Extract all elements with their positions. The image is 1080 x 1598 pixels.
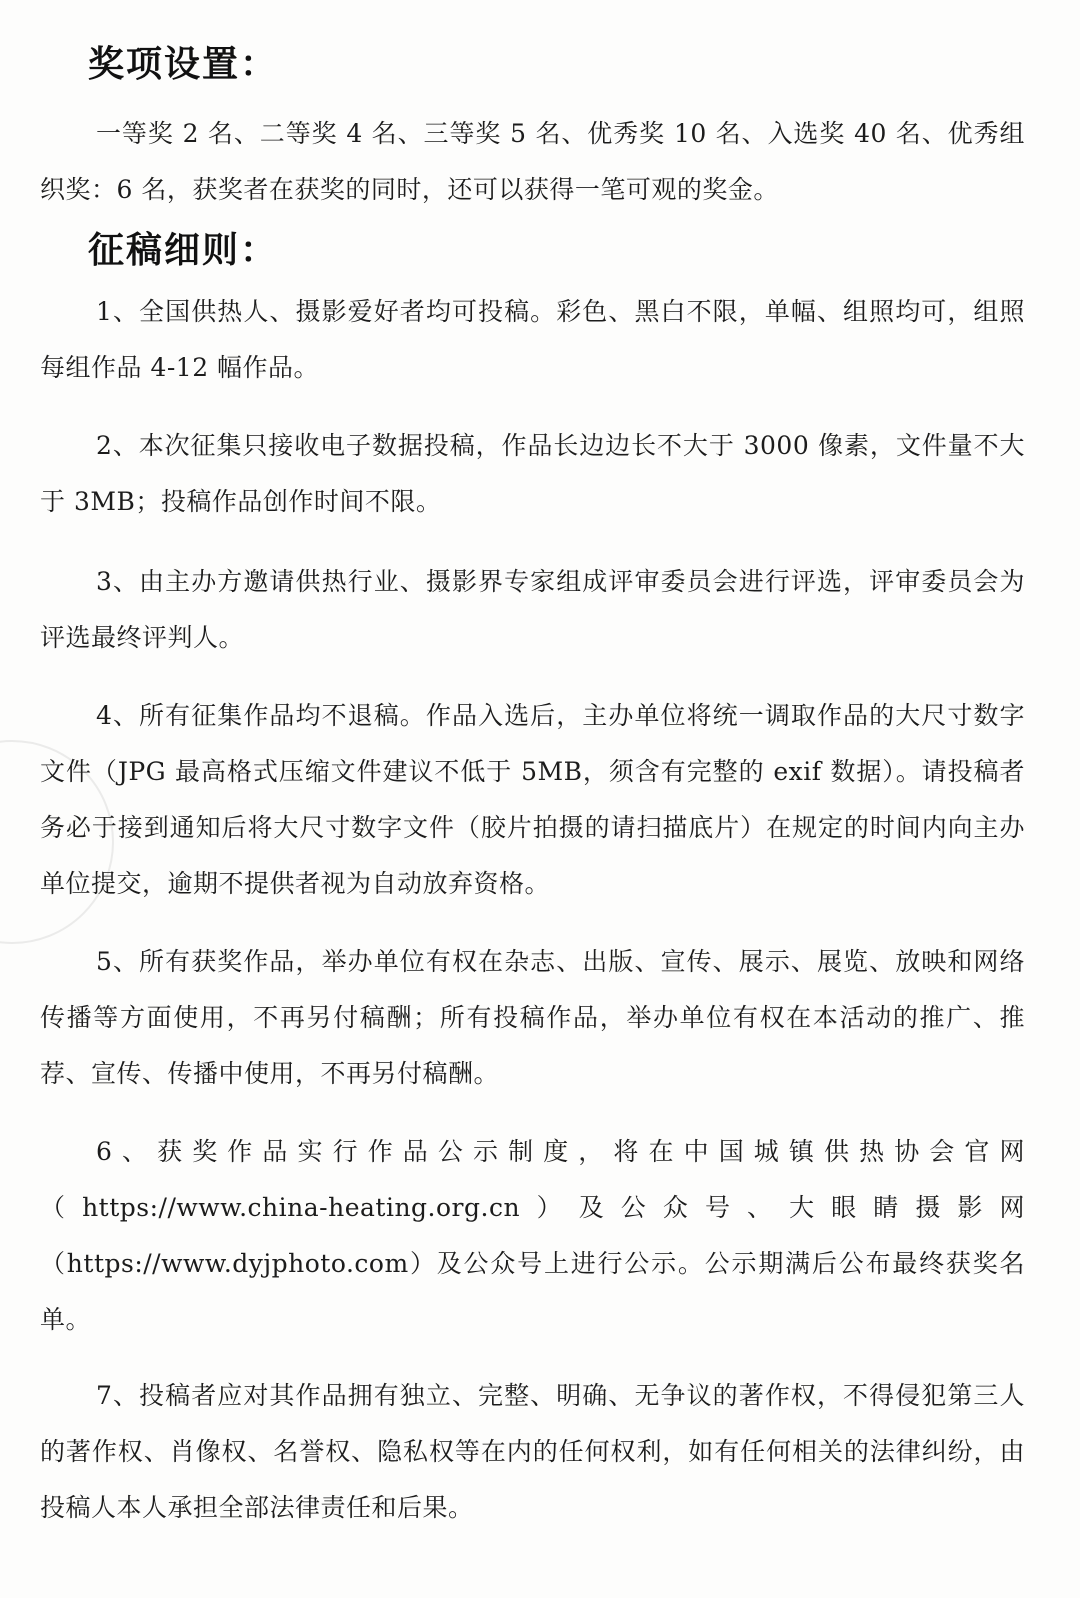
rule-item-2: 2、本次征集只接收电子数据投稿，作品长边边长不大于 3000 像素，文件量不大于 3MB；投稿作品创作时间不限。 xyxy=(40,431,1025,516)
rule-item-5: 5、所有获奖作品，举办单位有权在杂志、出版、宣传、展示、展览、放映和网络传播等方面使用，不再另付稿酬；所有投稿作品，举办单位有权在本活动的推广、推荐、宣传、传播中使用，不再另付稿酬。 xyxy=(40,947,1025,1088)
rule-item-4: 4、所有征集作品均不退稿。作品入选后，主办单位将统一调取作品的大尺寸数字文件（JPG 最高格式压缩文件建议不低于 5MB，须含有完整的 exif 数据）。请投稿者务必于接到通知后将大尺寸数字文件（胶片拍摄的请扫描底片）在规定的时间内向主办单位提交，逾期不提供者视为自动放弃资格。 xyxy=(40,701,1025,898)
rule-item-3: 3、由主办方邀请供热行业、摄影界专家组成评审委员会进行评选，评审委员会为评选最终评判人。 xyxy=(40,567,1025,652)
awards-paragraph: 一等奖 2 名、二等奖 4 名、三等奖 5 名、优秀奖 10 名、入选奖 40 名、优秀组织奖：6 名，获奖者在获奖的同时，还可以获得一笔可观的奖金。 xyxy=(40,119,1025,204)
awards-heading: 奖项设置： xyxy=(88,44,279,85)
rule-item-6: 6、获奖作品实行作品公示制度，将在中国城镇供热协会官网（https://www.china-heating.org.cn）及公众号、大眼睛摄影网（https://www.dyjphoto.com）及公众号上进行公示。公示期满后公布最终获奖名单。 xyxy=(40,1137,1025,1334)
rule-item-7: 7、投稿者应对其作品拥有独立、完整、明确、无争议的著作权，不得侵犯第三人的著作权、肖像权、名誉权、隐私权等在内的任何权利，如有任何相关的法律纠纷，由投稿人本人承担全部法律责任和后果。 xyxy=(40,1381,1025,1522)
rule-item-1: 1、全国供热人、摄影爱好者均可投稿。彩色、黑白不限，单幅、组照均可，组照每组作品 4-12 幅作品。 xyxy=(40,297,1025,382)
rules-heading: 征稿细则： xyxy=(88,230,279,271)
